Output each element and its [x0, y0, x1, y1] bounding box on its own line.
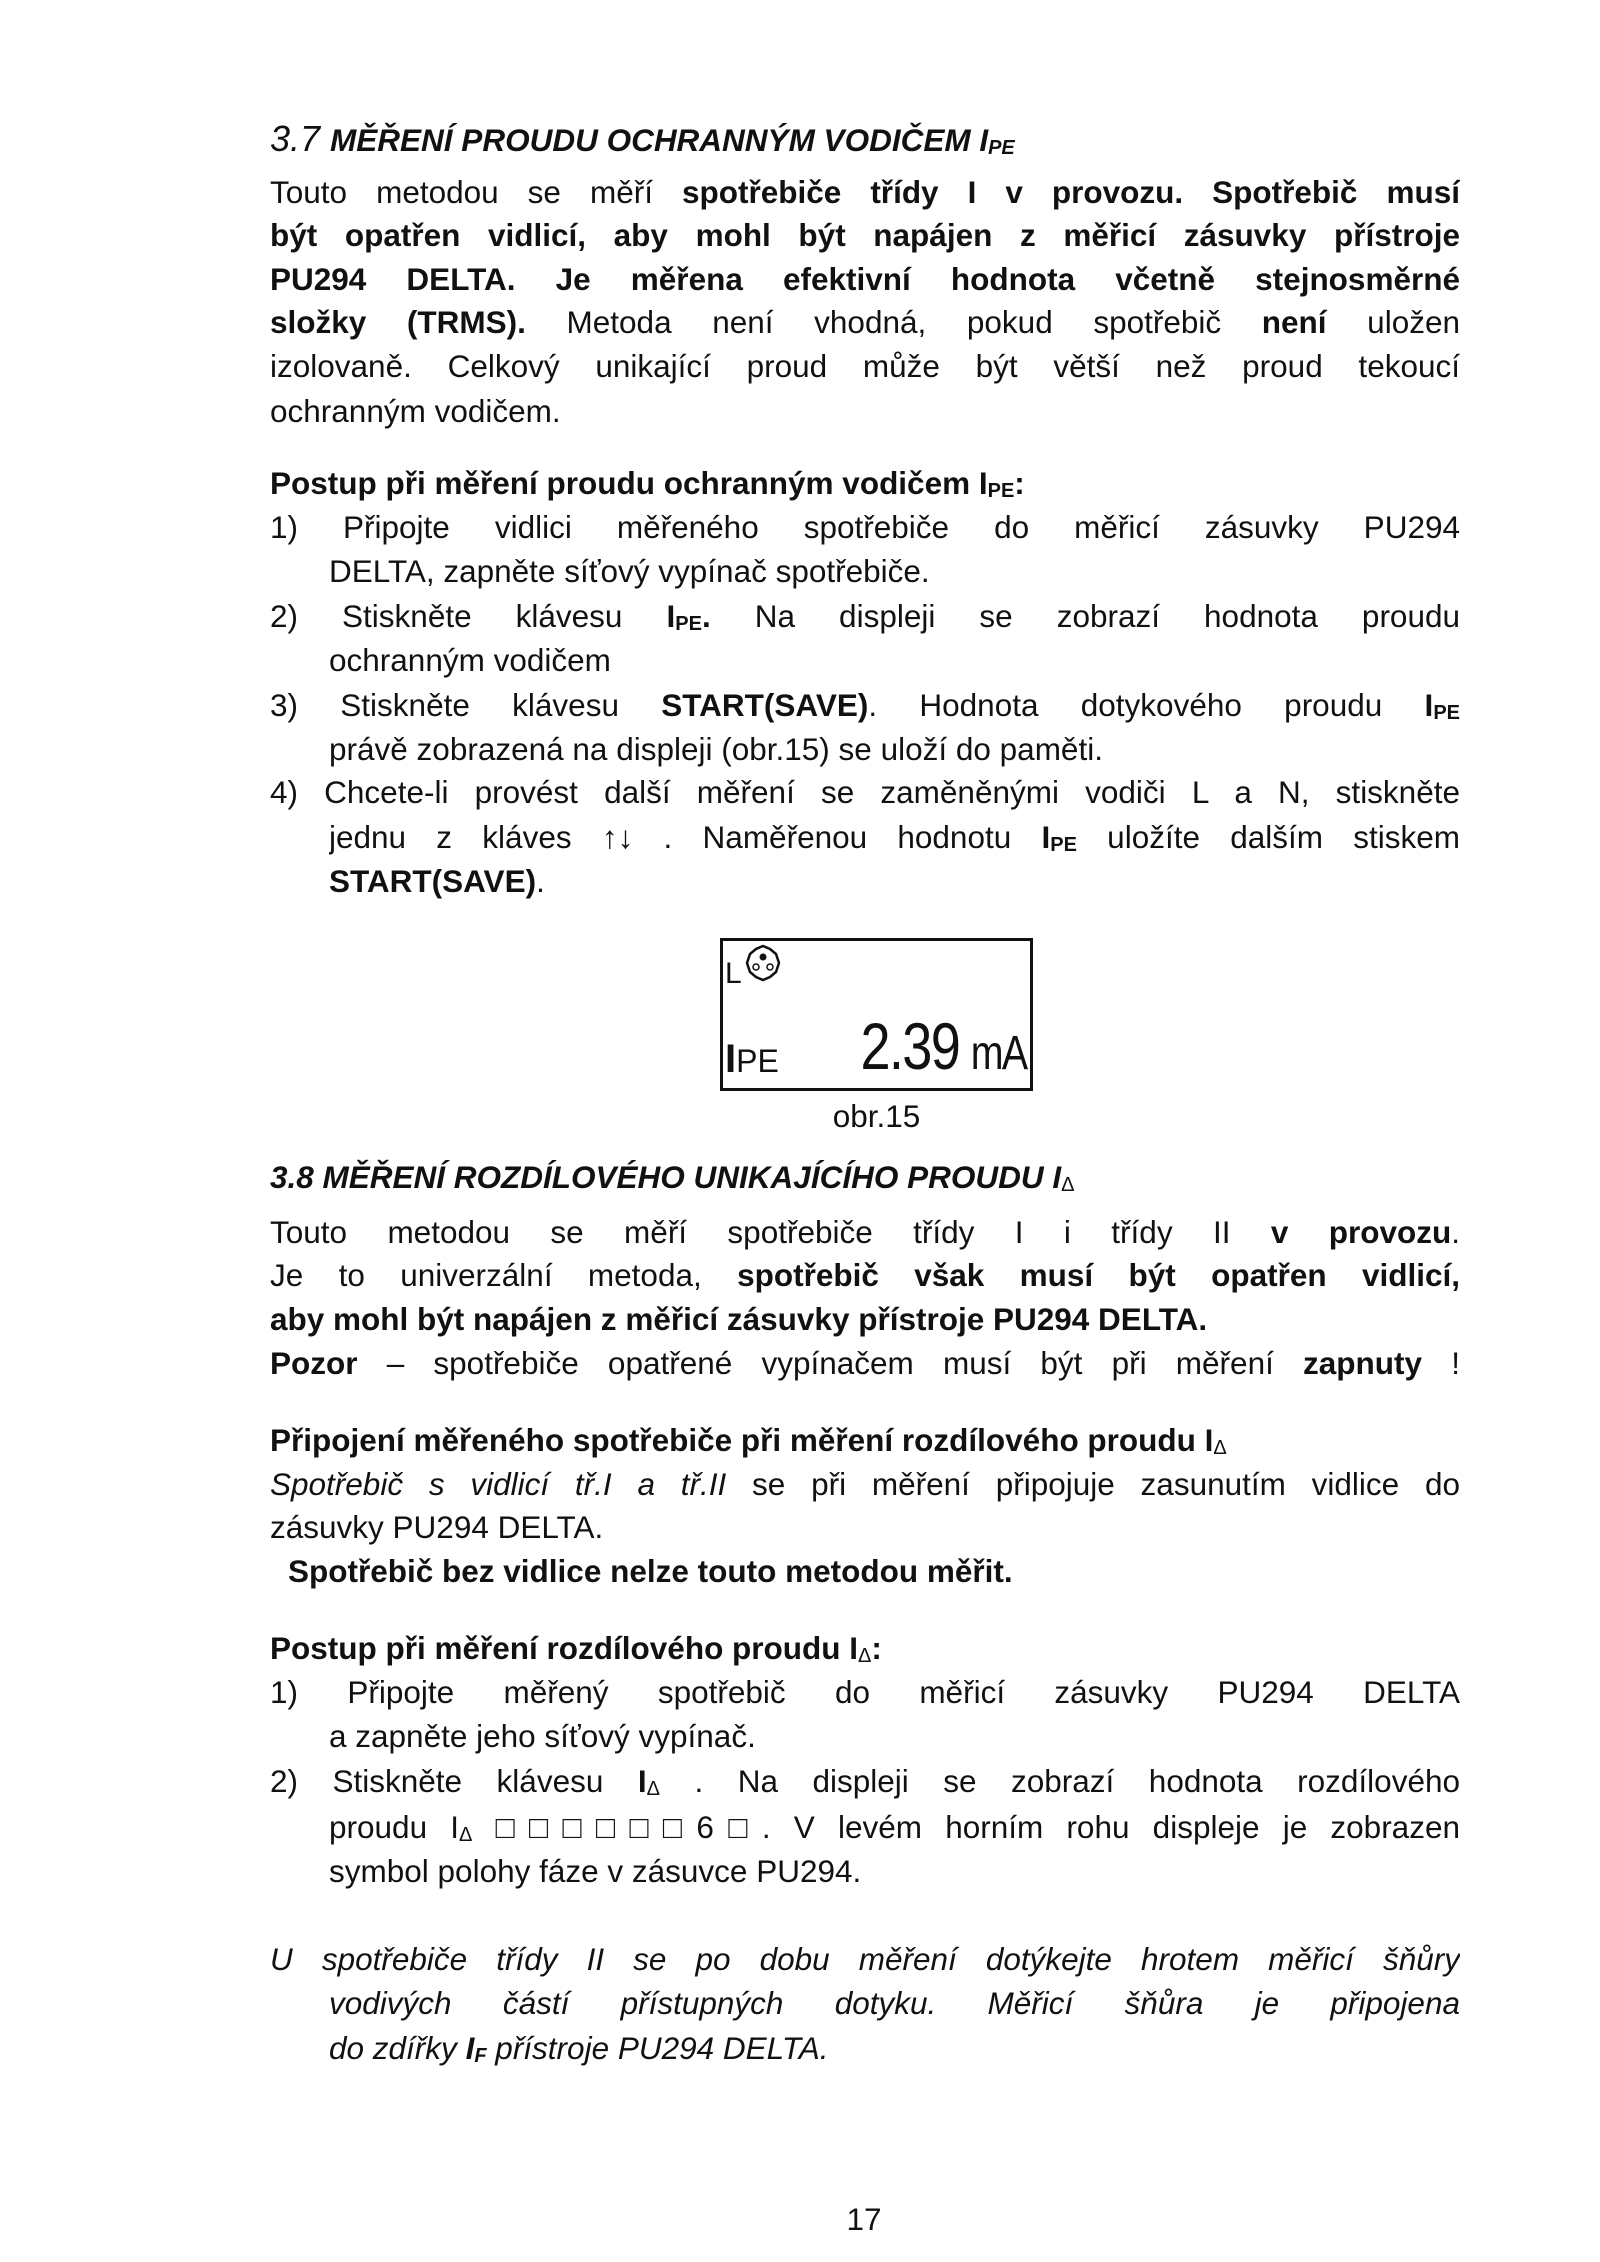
- text-segment: právě zobrazená na displeji (obr.15) se uloží do paměti.: [329, 731, 1103, 767]
- text-line: [270, 1759, 1460, 1803]
- text-segment: .: [536, 863, 545, 899]
- text-line: [270, 683, 1460, 727]
- text-line: [329, 2026, 829, 2070]
- text-segment: . Hodnota dotykového proudu: [868, 687, 1425, 723]
- text-segment: PE: [988, 137, 1015, 159]
- text-segment: PU294 DELTA. Je měřena efektivní hodnota včetně stejnosměrné: [270, 261, 1460, 297]
- text-line: [329, 727, 1103, 771]
- text-segment: I: [637, 1763, 647, 1799]
- quantity-symbol: I: [725, 1037, 737, 1081]
- text-segment: Spotřebič bez vidlice nelze touto metodou měřit.: [288, 1553, 1013, 1589]
- text-line: [270, 389, 561, 433]
- text-line: [329, 638, 611, 682]
- text-line: [270, 300, 1460, 344]
- text-segment: spotřebiče třídy I v provozu: [682, 174, 1175, 210]
- text-segment: !: [1422, 1345, 1460, 1381]
- text-segment: □□□□□□6□. V levém horním rohu displeje je zobrazen: [472, 1809, 1460, 1845]
- text-segment: zásuvky PU294 DELTA.: [270, 1509, 604, 1545]
- text-segment: Je to univerzální metoda,: [270, 1257, 738, 1293]
- text-line: [270, 1626, 882, 1670]
- text-segment: START(SAVE): [329, 863, 537, 899]
- text-line: [270, 1210, 1460, 1254]
- text-segment: 2) Stiskněte klávesu: [270, 1763, 638, 1799]
- text-line: [270, 770, 1460, 814]
- text-segment: 3.7: [270, 118, 331, 159]
- text-segment: izolovaně. Celkový unikající proud může být větší než proud tekoucí: [270, 348, 1460, 384]
- text-segment: Δ: [1061, 1174, 1075, 1196]
- measured-value: [860, 1008, 1026, 1084]
- text-segment: Připojení měřeného spotřebiče při měření rozdílového proudu I: [270, 1422, 1214, 1458]
- text-segment: Postup při měření rozdílového proudu I: [270, 1630, 859, 1666]
- text-segment: Touto metodou se měří spotřebiče třídy I i třídy II: [270, 1214, 1271, 1250]
- value-unit: mA: [970, 1027, 1026, 1080]
- lcd-display-figure: [720, 938, 1033, 1091]
- text-segment: uložíte dalším stiskem: [1076, 819, 1460, 855]
- text-segment: F: [474, 2045, 487, 2067]
- text-line: [270, 1505, 603, 1549]
- text-line: [270, 1297, 1207, 1341]
- text-line: [329, 1981, 1460, 2025]
- text-line: [270, 1341, 1460, 1385]
- text-line: [270, 1670, 1460, 1714]
- text-segment: – spotřebiče opatřené vypínačem musí být při měření: [357, 1345, 1304, 1381]
- text-segment: PE: [1050, 834, 1077, 856]
- text-segment: I: [1041, 819, 1051, 855]
- phase-indicator: L: [725, 957, 742, 990]
- text-line: [270, 344, 1460, 388]
- text-segment: aby mohl být napájen z měřicí zásuvky přístroje PU294 DELTA.: [270, 1301, 1208, 1337]
- value-number: 2.39: [859, 1009, 959, 1083]
- text-segment: se při měření připojuje zasunutím vidlice do: [726, 1466, 1460, 1502]
- text-segment: Δ: [646, 1778, 660, 1800]
- text-segment: 1) Připojte měřený spotřebič do měřicí zásuvky PU294 DELTA: [270, 1674, 1460, 1710]
- text-segment: PE: [987, 480, 1015, 502]
- text-segment: do zdířky: [329, 2030, 466, 2066]
- text-line: [270, 461, 1025, 505]
- text-segment: Touto metodou se měří: [270, 174, 682, 210]
- text-line: [329, 1849, 861, 1893]
- section-heading: [270, 117, 1015, 161]
- text-line: [288, 1549, 1013, 1593]
- text-segment: PE: [675, 613, 702, 635]
- text-segment: být opatřen vidlicí, aby mohl být napájen z měřicí zásuvky přístroje: [270, 217, 1460, 253]
- figure-caption: obr.15: [832, 1098, 921, 1134]
- text-segment: I: [666, 598, 676, 634]
- section-heading: [270, 1155, 1074, 1199]
- text-segment: ochranným vodičem.: [270, 393, 561, 429]
- text-line: [270, 594, 1460, 638]
- text-segment: :: [1014, 465, 1025, 501]
- text-segment: 4) Chcete-li provést další měření se zaměněnými vodiči L a N, stiskněte: [270, 774, 1460, 810]
- text-segment: symbol polohy fáze v zásuvce PU294.: [329, 1853, 862, 1889]
- text-segment: jednu z kláves ↑↓ . Naměřenou hodnotu: [329, 819, 1042, 855]
- text-segment: U spotřebiče třídy II se po dobu měření dotýkejte hrotem měřicí šňůry: [270, 1941, 1460, 1977]
- text-segment: Spotřebič s vidlicí tř.I a tř.II: [270, 1466, 727, 1502]
- text-segment: zapnuty: [1303, 1345, 1423, 1381]
- quantity-subscript: PE: [736, 1043, 779, 1079]
- text-segment: vodivých částí přístupných dotyku. Měřicí šňůra je připojena: [329, 1985, 1460, 2021]
- text-segment: přístroje PU294 DELTA.: [486, 2030, 829, 2066]
- text-line: [270, 505, 1460, 549]
- text-segment: 3) Stiskněte klávesu: [270, 687, 662, 723]
- text-segment: :: [871, 1630, 882, 1666]
- text-line: [270, 1253, 1460, 1297]
- text-segment: v provozu: [1270, 1214, 1452, 1250]
- text-segment: . Spotřebič musí: [1174, 174, 1460, 210]
- text-segment: složky (TRMS).: [270, 304, 526, 340]
- text-segment: MĚŘENÍ PROUDU OCHRANNÝM VODIČEM I: [330, 122, 989, 158]
- text-segment: uložen: [1326, 304, 1460, 340]
- text-line: [329, 1805, 1460, 1849]
- text-segment: 1) Připojte vidlici měřeného spotřebiče do měřicí zásuvky PU294: [270, 509, 1460, 545]
- quantity-label: [725, 1037, 779, 1082]
- text-segment: spotřebič však musí být opatřen vidlicí,: [737, 1257, 1460, 1293]
- socket-icon: [743, 943, 783, 983]
- text-segment: ochranným vodičem: [329, 642, 611, 678]
- text-segment: START(SAVE): [661, 687, 869, 723]
- text-segment: .: [1451, 1214, 1460, 1250]
- text-line: [329, 549, 930, 593]
- text-segment: a zapněte jeho síťový vypínač.: [329, 1718, 756, 1754]
- text-segment: I: [1424, 687, 1434, 723]
- text-segment: Δ: [1213, 1437, 1227, 1459]
- text-segment: proudu I: [329, 1809, 460, 1845]
- text-line: [270, 1462, 1460, 1506]
- text-segment: DELTA, zapněte síťový vypínač spotřebiče.: [329, 553, 930, 589]
- text-segment: .: [701, 598, 711, 634]
- text-segment: Na displeji se zobrazí hodnota proudu: [710, 598, 1460, 634]
- text-line: [270, 1937, 1460, 1981]
- text-line: [329, 815, 1460, 859]
- page-number: 17: [846, 2201, 882, 2237]
- text-line: [270, 170, 1460, 214]
- text-segment: . Na displeji se zobrazí hodnota rozdílového: [659, 1763, 1460, 1799]
- text-line: [329, 859, 545, 903]
- text-line: [270, 257, 1460, 301]
- text-segment: Postup při měření proudu ochranným vodičem I: [270, 465, 988, 501]
- text-line: [270, 1418, 1227, 1462]
- text-segment: není: [1261, 304, 1327, 340]
- text-segment: Metoda není vhodná, pokud spotřebič: [525, 304, 1262, 340]
- text-segment: Δ: [459, 1824, 473, 1846]
- text-segment: Pozor: [270, 1345, 358, 1381]
- text-segment: 2) Stiskněte klávesu: [270, 598, 667, 634]
- text-segment: I: [465, 2030, 475, 2066]
- text-line: [270, 213, 1460, 257]
- text-line: [329, 1714, 756, 1758]
- text-segment: Δ: [858, 1645, 872, 1667]
- text-segment: 3.8 MĚŘENÍ ROZDÍLOVÉHO UNIKAJÍCÍHO PROUDU I: [270, 1159, 1062, 1195]
- text-segment: PE: [1433, 702, 1460, 724]
